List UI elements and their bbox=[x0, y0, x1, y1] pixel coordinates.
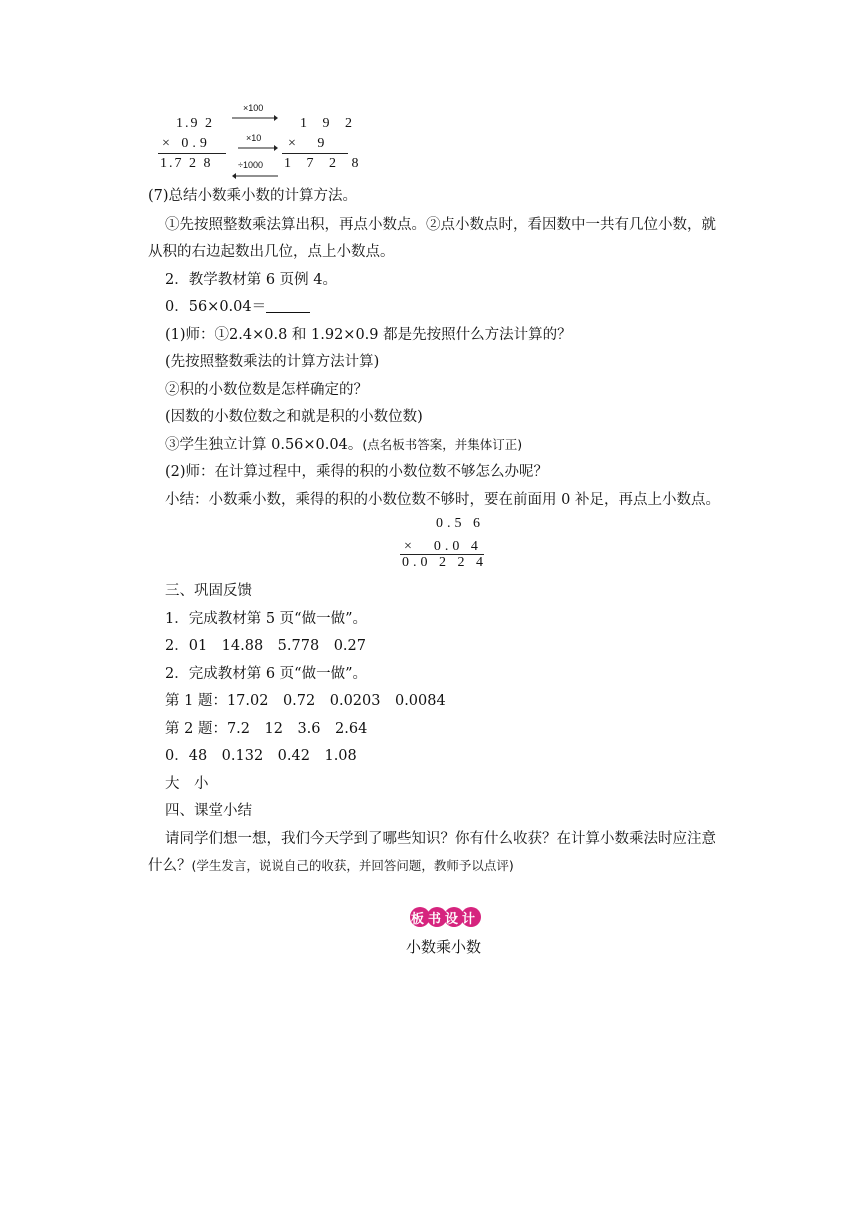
calc-right bbox=[284, 116, 365, 176]
equation-text: 0．56×0.04＝ bbox=[165, 299, 267, 315]
calc-left-rule bbox=[158, 153, 226, 154]
calc-right-row-2: × 9 bbox=[288, 136, 325, 151]
calc-right-row-3: 1 7 2 8 bbox=[284, 156, 365, 171]
calc-second-row-1: 0.5 6 bbox=[436, 516, 484, 531]
wrapup-note: (学生发言，说说自己的收获，并回答问题，教师予以点评) bbox=[191, 858, 514, 873]
calc-right-rule bbox=[282, 153, 348, 154]
exercise-2-q3-answers: 0．48 0.132 0.42 1.08 bbox=[165, 748, 357, 764]
arrow-left-icon bbox=[232, 172, 278, 180]
summary-line: 小结：小数乘小数，乘得的积的小数位数不够时，要在前面用 0 补足，再点上小数点。 bbox=[165, 492, 720, 508]
calc-left-row-2: × 0.9 bbox=[162, 136, 211, 151]
calc-right-row-1: 1 9 2 bbox=[300, 116, 358, 131]
calc-second-row-2: × 0.0 4 bbox=[404, 539, 482, 554]
wrapup-line-2 bbox=[148, 856, 514, 876]
exercise-1-answers: 2．01 14.88 5.778 0.27 bbox=[165, 638, 366, 654]
exercise-2-q1-answers: 第 1 题：17.02 0.72 0.0203 0.0084 bbox=[165, 693, 446, 709]
arrow-label-top: ×100 bbox=[243, 103, 264, 113]
arrow-label-bottom: ÷1000 bbox=[238, 160, 263, 170]
calc-second bbox=[402, 516, 486, 576]
question-2: ②积的小数位数是怎样确定的？ bbox=[165, 382, 368, 398]
section-3-heading: 三、巩固反馈 bbox=[165, 583, 252, 599]
board-title: 小数乘小数 bbox=[406, 938, 482, 956]
arrow-label-mid: ×10 bbox=[246, 133, 262, 143]
question-3-text: ③学生独立计算 0.56×0.04。 bbox=[165, 437, 363, 453]
exercise-2-q4-answers: 大 小 bbox=[165, 776, 209, 792]
method-paragraph-line-1: ①先按照整数乘法算出积，再点小数点。②点小数点时，看因数中一共有几位小数，就 bbox=[165, 217, 716, 233]
arrow-right-icon bbox=[238, 144, 278, 152]
calc-left-row-1: 1.9 2 bbox=[176, 116, 214, 131]
wrapup-line-1: 请同学们想一想，我们今天学到了哪些知识？你有什么收获？在计算小数乘法时应注意 bbox=[165, 831, 716, 847]
answer-2: (因数的小数位数之和就是积的小数位数) bbox=[165, 409, 423, 425]
calc-second-rule bbox=[400, 554, 484, 555]
board-design-badge bbox=[409, 906, 481, 928]
arrow-right-icon bbox=[232, 114, 278, 122]
exercise-2: 2．完成教材第 6 页“做一做”。 bbox=[165, 666, 367, 682]
method-paragraph-line-2: 从积的右边起数出几位，点上小数点。 bbox=[148, 244, 395, 260]
question-1: (1)师：①2.4×0.8 和 1.92×0.9 都是先按照什么方法计算的？ bbox=[165, 327, 572, 343]
example-4-heading: 2．教学教材第 6 页例 4。 bbox=[165, 272, 338, 288]
wrapup-text: 什么？ bbox=[148, 858, 192, 874]
exercise-2-q2-answers: 第 2 题：7.2 12 3.6 2.64 bbox=[165, 721, 368, 737]
calc-left-row-3: 1.7 2 8 bbox=[160, 156, 213, 171]
example-4-equation bbox=[165, 297, 310, 317]
calc-left bbox=[160, 116, 220, 176]
badge-label: 板书设计 bbox=[411, 912, 480, 927]
answer-blank bbox=[266, 298, 310, 313]
question-4: (2)师：在计算过程中，乘得的积的小数位数不够怎么办呢？ bbox=[165, 464, 549, 480]
answer-1: (先按照整数乘法的计算方法计算) bbox=[165, 354, 380, 370]
calc-second-row-3: 0.0 2 2 4 bbox=[402, 555, 487, 570]
question-3-note: (点名板书答案，并集体订正) bbox=[362, 437, 523, 452]
section-7-heading: (7)总结小数乘小数的计算方法。 bbox=[148, 188, 358, 204]
exercise-1: 1．完成教材第 5 页“做一做”。 bbox=[165, 611, 367, 627]
question-3 bbox=[165, 435, 522, 455]
section-4-heading: 四、课堂小结 bbox=[165, 803, 252, 819]
